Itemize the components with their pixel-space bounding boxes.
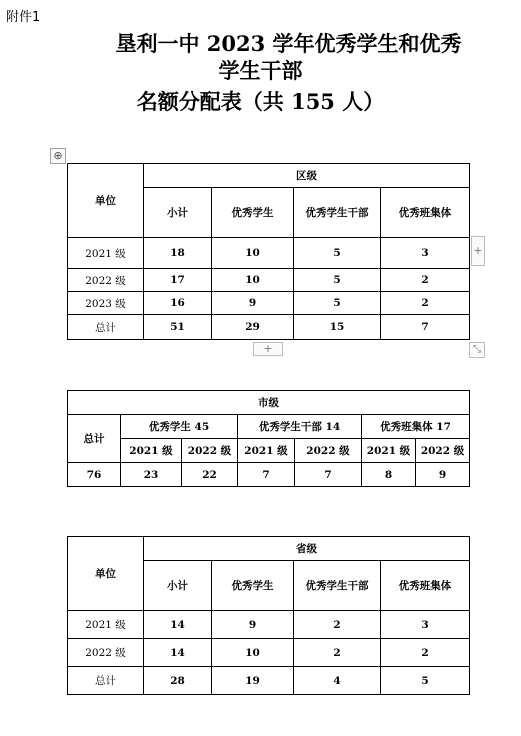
title-line-3: 名额分配表（共 155 人）	[136, 89, 385, 114]
cell: 5	[294, 238, 381, 269]
table-row	[68, 667, 470, 695]
sub-header: 2022 级	[182, 439, 238, 463]
cell: 18	[144, 238, 212, 269]
cell: 3	[381, 611, 470, 639]
cell: 2021 级	[68, 611, 144, 639]
sub-header: 2022 级	[295, 439, 362, 463]
cell: 10	[212, 238, 294, 269]
header-excellent-student: 优秀学生 45	[121, 415, 238, 439]
cell: 22	[182, 463, 238, 487]
table-row	[68, 269, 470, 292]
cell: 3	[381, 238, 470, 269]
cell: 17	[144, 269, 212, 292]
table-row	[68, 238, 470, 269]
cell: 5	[294, 292, 381, 315]
sub-header: 2022 级	[416, 439, 470, 463]
cell: 23	[121, 463, 182, 487]
cell: 2	[381, 639, 470, 667]
cell: 总计	[68, 315, 144, 340]
header-excellent-class: 优秀班集体	[381, 561, 470, 611]
cell: 14	[144, 639, 212, 667]
group-header-district: 区级	[144, 164, 470, 188]
cell: 5	[294, 269, 381, 292]
cell: 9	[212, 611, 294, 639]
header-excellent-student: 优秀学生	[212, 561, 294, 611]
add-row-icon[interactable]: +	[253, 342, 283, 356]
cell: 7	[238, 463, 295, 487]
sub-header: 2021 级	[121, 439, 182, 463]
cell: 2	[294, 611, 381, 639]
header-unit: 单位	[68, 537, 144, 611]
cell: 7	[295, 463, 362, 487]
header-subtotal: 小计	[144, 188, 212, 238]
header-total: 总计	[68, 415, 121, 463]
cell: 5	[381, 667, 470, 695]
district-quota-table	[67, 163, 470, 340]
cell: 9	[212, 292, 294, 315]
header-excellent-student: 优秀学生	[212, 188, 294, 238]
title-line-2: 学生干部	[218, 58, 303, 83]
cell: 7	[381, 315, 470, 340]
attachment-label: 附件1	[6, 10, 41, 25]
sub-header: 2021 级	[362, 439, 416, 463]
header-excellent-class: 优秀班集体 17	[362, 415, 470, 439]
table-resize-icon[interactable]: ⤡	[469, 342, 485, 358]
cell: 14	[144, 611, 212, 639]
cell: 19	[212, 667, 294, 695]
cell: 4	[294, 667, 381, 695]
city-quota-table	[67, 390, 470, 487]
header-unit: 单位	[68, 164, 144, 238]
cell: 76	[68, 463, 121, 487]
cell: 51	[144, 315, 212, 340]
group-header-province: 省级	[144, 537, 470, 561]
cell: 2021 级	[68, 238, 144, 269]
table-row	[68, 463, 470, 487]
cell: 8	[362, 463, 416, 487]
province-quota-table	[67, 536, 470, 695]
header-excellent-cadre: 优秀学生干部	[294, 188, 381, 238]
cell: 10	[212, 269, 294, 292]
table-row	[68, 315, 470, 340]
group-header-city: 市级	[68, 391, 470, 415]
cell: 29	[212, 315, 294, 340]
add-column-icon[interactable]: +	[471, 236, 485, 266]
header-excellent-class: 优秀班集体	[381, 188, 470, 238]
table-row	[68, 639, 470, 667]
cell: 28	[144, 667, 212, 695]
cell: 9	[416, 463, 470, 487]
table-row	[68, 611, 470, 639]
cell: 2	[381, 292, 470, 315]
cell: 2023 级	[68, 292, 144, 315]
cell: 2	[381, 269, 470, 292]
cell: 2022 级	[68, 269, 144, 292]
cell: 16	[144, 292, 212, 315]
cell: 2022 级	[68, 639, 144, 667]
cell: 2	[294, 639, 381, 667]
header-excellent-cadre: 优秀学生干部	[294, 561, 381, 611]
title-line-1: 垦利一中 2023 学年优秀学生和优秀	[115, 31, 462, 56]
header-subtotal: 小计	[144, 561, 212, 611]
header-excellent-cadre: 优秀学生干部 14	[238, 415, 362, 439]
cell: 10	[212, 639, 294, 667]
table-move-handle-icon[interactable]: ⊕	[50, 148, 66, 164]
cell: 总计	[68, 667, 144, 695]
cell: 15	[294, 315, 381, 340]
sub-header: 2021 级	[238, 439, 295, 463]
table-row	[68, 292, 470, 315]
